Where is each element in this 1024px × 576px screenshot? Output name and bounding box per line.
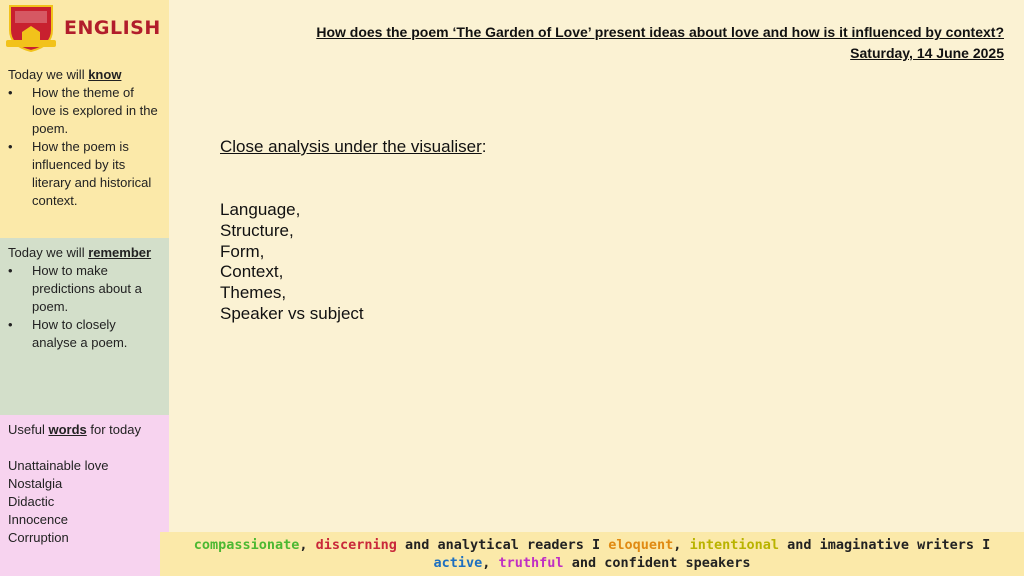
page-title xyxy=(316,22,1004,64)
footer-text: and imaginative writers xyxy=(778,537,983,553)
sidebar xyxy=(0,0,169,576)
remember-intro: Today we will xyxy=(8,245,89,260)
remember-panel xyxy=(0,238,169,415)
separator: , xyxy=(482,555,499,571)
list-item: Unattainable love xyxy=(8,458,109,473)
value-word: discerning xyxy=(315,537,397,553)
value-word: active xyxy=(433,555,483,571)
value-word: intentional xyxy=(689,537,779,553)
know-keyword: know xyxy=(88,67,122,82)
list-item: Language, xyxy=(220,200,301,219)
list-item: Themes, xyxy=(220,283,287,303)
list-item: Innocence xyxy=(8,512,68,527)
divider: I xyxy=(591,537,601,553)
separator: , xyxy=(673,537,690,553)
list-item: Didactic xyxy=(8,494,55,509)
footer-line-2 xyxy=(160,554,1024,572)
know-heading xyxy=(8,66,161,84)
words-keyword: words xyxy=(48,422,87,437)
brand-header xyxy=(0,0,169,60)
school-crest-logo xyxy=(4,2,58,52)
footer-text: and confident speakers xyxy=(563,555,751,571)
department-title: ENGLISH xyxy=(64,17,161,39)
footer-text: and analytical readers xyxy=(396,537,592,553)
know-intro: Today we will xyxy=(8,67,89,82)
divider: I xyxy=(982,537,991,553)
list-item: Nostalgia xyxy=(8,476,63,491)
know-panel xyxy=(0,60,169,238)
list-item: Form, xyxy=(220,241,265,261)
words-intro: Useful xyxy=(8,422,49,437)
value-word: compassionate xyxy=(193,537,300,553)
analysis-colon: : xyxy=(481,137,487,156)
lesson-question: How does the poem ‘The Garden of Love’ present ideas about love and how is it influenced by context? xyxy=(316,24,1004,40)
list-item: • How the theme of love is explored in the poem. xyxy=(8,84,161,138)
remember-keyword: remember xyxy=(88,245,152,260)
value-word: truthful xyxy=(498,555,564,571)
list-item: • How to closely analyse a poem. xyxy=(8,316,161,352)
lesson-date: Saturday, 14 June 2025 xyxy=(850,45,1004,61)
words-heading xyxy=(8,421,161,439)
analysis-heading xyxy=(220,137,486,157)
list-item: Structure, xyxy=(220,220,294,240)
values-footer xyxy=(160,532,1024,576)
analysis-heading-text: Close analysis under the visualiser xyxy=(220,137,482,156)
list-item: Speaker vs subject xyxy=(220,303,364,323)
words-panel xyxy=(0,415,169,576)
footer-line-1 xyxy=(160,536,1024,554)
list-item: • How to make predictions about a poem. xyxy=(8,262,161,316)
words-outro: for today xyxy=(86,422,141,437)
list-item: Context, xyxy=(220,262,284,282)
analysis-list xyxy=(220,200,364,325)
remember-heading xyxy=(8,244,161,262)
list-item: Corruption xyxy=(8,530,69,545)
list-item: • How the poem is influenced by its literary and historical context. xyxy=(8,138,161,210)
value-word: eloquent xyxy=(608,537,674,553)
separator: , xyxy=(299,537,316,553)
